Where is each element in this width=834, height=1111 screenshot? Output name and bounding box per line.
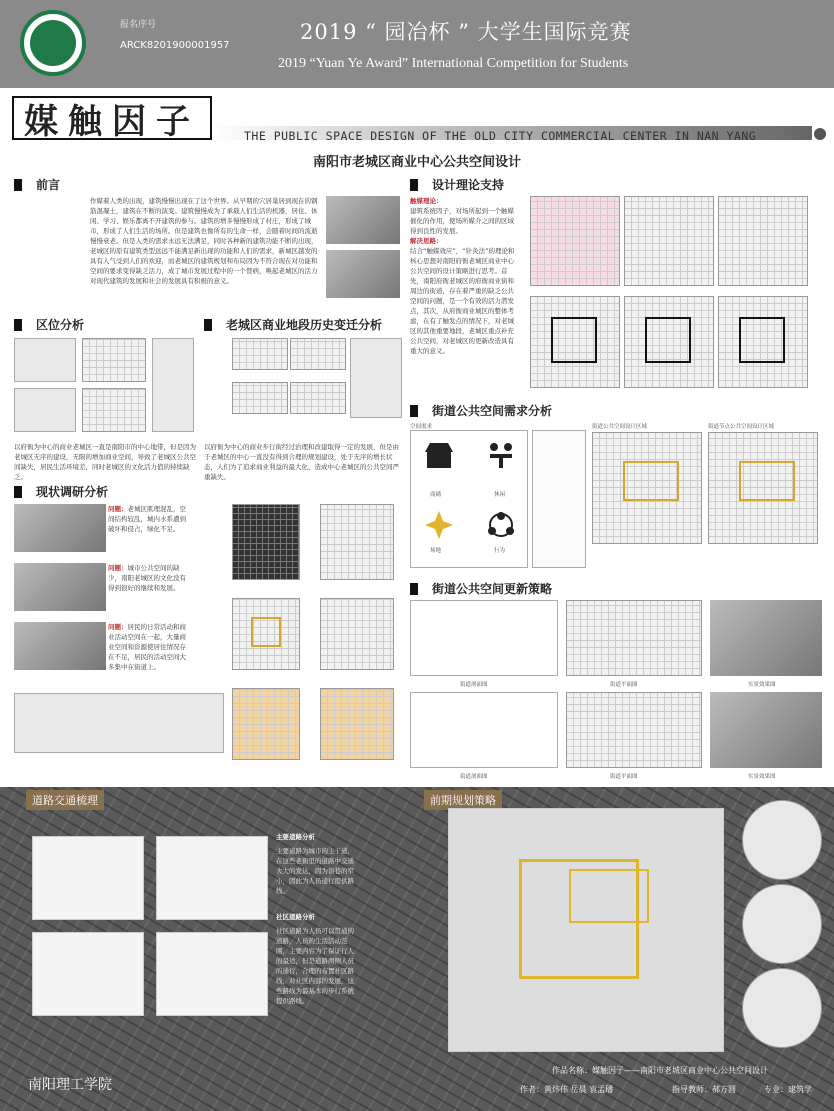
- strategy-section-1: [410, 600, 558, 676]
- project-subtitle: 南阳市老城区商业中心公共空间设计: [312, 155, 521, 170]
- strategy-section-2: [410, 692, 558, 768]
- strategy-caption-1: 街道剖面图: [460, 682, 488, 688]
- registration-number: ARCK8201900001957: [120, 40, 230, 51]
- survey-problem-1: 问题：老城区肌理混乱，空间结构较乱，城内水系遭到破坏和侵占，绿化不足。: [108, 505, 186, 533]
- design-area-label: 街道公共空间设计区域: [592, 424, 648, 430]
- school-logo: [20, 10, 86, 76]
- section-theory: 设计理论支持: [410, 176, 504, 193]
- location-map-5: [152, 338, 194, 432]
- traffic-main-title: 主要道路分析: [276, 833, 315, 841]
- survey-photo-1: [14, 504, 106, 552]
- project-title-band: [0, 96, 834, 148]
- planning-node-area: [569, 869, 649, 923]
- competition-title-en: 2019 “Yuan Ye Award” International Competition for Students: [278, 56, 629, 71]
- survey-photo-3: [14, 622, 106, 670]
- survey-photo-2: [14, 563, 106, 611]
- survey-map-5: [232, 688, 300, 760]
- history-map-4: [290, 382, 346, 414]
- section-location: 区位分析: [14, 316, 84, 333]
- registration-label: 报名序号: [120, 20, 157, 30]
- section-planning: 前期规划策略: [424, 790, 502, 810]
- strategy-render-1: [710, 600, 822, 676]
- leisure-icon: [486, 440, 516, 470]
- history-legend: [350, 338, 402, 418]
- survey-activity-strip: [14, 693, 224, 753]
- behavior-icon: [486, 510, 516, 540]
- project-title-art: 媒触因子: [12, 96, 212, 140]
- history-text: 以府衙为中心的商业步行街经过治理和改建取得一定的发展，但是由于老城区的中心一直没有得到合理的规划建设，处于无序的增长状态，人们为了追求商业利益的最大化，造成中心老城区的公共空间严重缺失。: [204, 443, 399, 481]
- section-strategy: 街道公共空间更新策略: [410, 580, 552, 597]
- iso-render-2: [742, 884, 822, 964]
- authors: 作者：黄炜伟 岳晨 袁孟璠: [520, 1085, 614, 1094]
- theory-text: 触媒理论： 建筑系统因子，对场所起到一个触媒催化的作用，使场所媒介之间的区域得到良性的发展。 解决思路： 结合“触媒效应”，“针灸法”的理论和核心思想对南阳府衙老城区商业中心公共空间的设计策略进行思考。首先，南阳府衙老城区的府衙商业街和周边的街道，存在着严重的缺乏公共空间的问题，是一个有效的活力潜发点，其次，从府衙商业城区的整体考虑，在有了触发点的情况下，对老城区的其他重要地段，老城区重点补充公共空间，对老城区的更新改造具有重大的意义。: [410, 197, 515, 355]
- traffic-community-title: 社区道路分析: [276, 913, 315, 921]
- theory-diagram-5: [624, 296, 714, 388]
- strategy-caption-6: 实景效果图: [748, 774, 776, 780]
- node-area-label: 街道节点公共空间设计区域: [708, 424, 775, 430]
- school-name: 南阳理工学院: [28, 1077, 112, 1093]
- preface-photo-2: [326, 250, 400, 298]
- traffic-main-text: 主要道路为城市的主干道，在这些老街里的道路中交通大大的发达，因为街巷的窄小，因此为人员通行提供路线。: [276, 847, 354, 895]
- strategy-plan-2: [566, 692, 702, 768]
- strategy-caption-5: 街道平面图: [610, 774, 638, 780]
- location-text: 以府衙为中心的商业老城区一直是南阳市的中心地带，但是因为老城区无序的建设，无限的增加商业空间，导致了老城区公共空间缺失，居民生活环境差，同时老城区的文化活力值的持续缺乏。: [14, 443, 196, 481]
- theory-diagram-3: [718, 196, 808, 286]
- history-map-2: [290, 338, 346, 370]
- section-history: 老城区商业地段历史变迁分析: [204, 316, 382, 333]
- preface-text: 作媒着人类的出现，建筑慢慢出现在了这个世界。从早期的穴居巢居到现在的钢筋混凝土，建筑在不断的演变。建筑慢慢成为了承载人们生活的机器，居住、休闲、学习、娱乐都离不开建筑的参与。建筑的增多慢慢形成了村庄，形成了城市，形成了人们生活的场所。但是建筑也像所有的生命一样，会随着时间的流逝慢慢衰老。但是人类的需求永远无法满足，同时各种新的建筑功能不断的出现，老城区的原有建筑类型远远不能满足新出现的功能和人们的需求，新城区越发的具有人气受到人们的欢迎，而老城区的建筑规划和布局因为不符合现在对功能和空间的要求变得缺乏活力，成了城市发展过程中的一个赘病，唤起老城区的活力对现代建筑的发展和社会的发展具有积极的意义。: [90, 197, 318, 285]
- history-map-1: [232, 338, 288, 370]
- survey-map-6: [320, 688, 394, 760]
- label-commerce: 商铺: [430, 492, 442, 498]
- label-behavior: 行为: [494, 548, 506, 554]
- theory-diagram-2: [624, 196, 714, 286]
- traffic-map-4: [156, 932, 268, 1016]
- title-dot: [814, 128, 826, 140]
- iso-render-1: [742, 800, 822, 880]
- traffic-community-text: 社区道路为人员可以贯通的道路，人员的生活活动范围，主要内容为了保证行人的最适，但是道路两侧人员的通行，合理的布置社区路线，对社区内部的发展，这些路线为最基本的步行系统提供路线。: [276, 927, 354, 1005]
- demand-notes: [532, 430, 586, 568]
- survey-figure-ground: [232, 504, 300, 580]
- traffic-map-2: [156, 836, 268, 920]
- survey-map-4: [320, 598, 394, 670]
- advisor: 指导教师：郝方圆: [672, 1085, 736, 1094]
- history-map-3: [232, 382, 288, 414]
- theory-diagram-6: [718, 296, 808, 388]
- location-map-2: [82, 338, 146, 382]
- iso-render-3: [742, 968, 822, 1048]
- planning-map: [448, 808, 724, 1052]
- node-area-map: [708, 432, 818, 544]
- section-preface: 前言: [14, 176, 60, 193]
- traffic-map-1: [32, 836, 144, 920]
- shop-icon: [424, 440, 454, 470]
- site-icon: [424, 510, 454, 540]
- competition-title-cn: 2019 “ 园冶杯 ” 大学生国际竞赛: [300, 20, 632, 44]
- section-traffic: 道路交通梳理: [26, 790, 104, 810]
- needs-label: 空间需求: [410, 424, 433, 430]
- strategy-caption-4: 街道剖面图: [460, 774, 488, 780]
- traffic-map-3: [32, 932, 144, 1016]
- label-site: 场地: [430, 548, 442, 554]
- project-title-en: THE PUBLIC SPACE DESIGN OF THE OLD CITY COMMERCIAL CENTER IN NAN YANG: [244, 129, 757, 143]
- survey-problem-2: 问题：城市公共空间的缺少，南阳老城区的文化没有得到很好的继续和发展。: [108, 564, 186, 592]
- strategy-plan-1: [566, 600, 702, 676]
- label-leisure: 休闲: [494, 492, 506, 498]
- survey-map-2: [320, 504, 394, 580]
- strategy-caption-3: 实景效果图: [748, 682, 776, 688]
- preface-photo-1: [326, 196, 400, 244]
- survey-problem-3: 问题：居民的日常活动和商业活动空间在一起，大量商业空间和资源使居住情况存在不足，居民的活动空间大多集中在街道上。: [108, 623, 186, 671]
- theory-diagram-1: [530, 196, 620, 286]
- section-survey: 现状调研分析: [14, 483, 108, 500]
- header-banner: [0, 0, 834, 88]
- theory-diagram-4: [530, 296, 620, 388]
- strategy-caption-2: 街道平面图: [610, 682, 638, 688]
- strategy-render-2: [710, 692, 822, 768]
- section-demand: 街道公共空间需求分析: [410, 402, 552, 419]
- major: 专业：建筑学: [764, 1085, 812, 1094]
- location-map-4: [82, 388, 146, 432]
- design-area-map: [592, 432, 702, 544]
- survey-map-3: [232, 598, 300, 670]
- location-map-1: [14, 338, 76, 382]
- location-map-3: [14, 388, 76, 432]
- work-name: 作品名称：媒触因子——南阳市老城区商业中心公共空间设计: [552, 1066, 768, 1075]
